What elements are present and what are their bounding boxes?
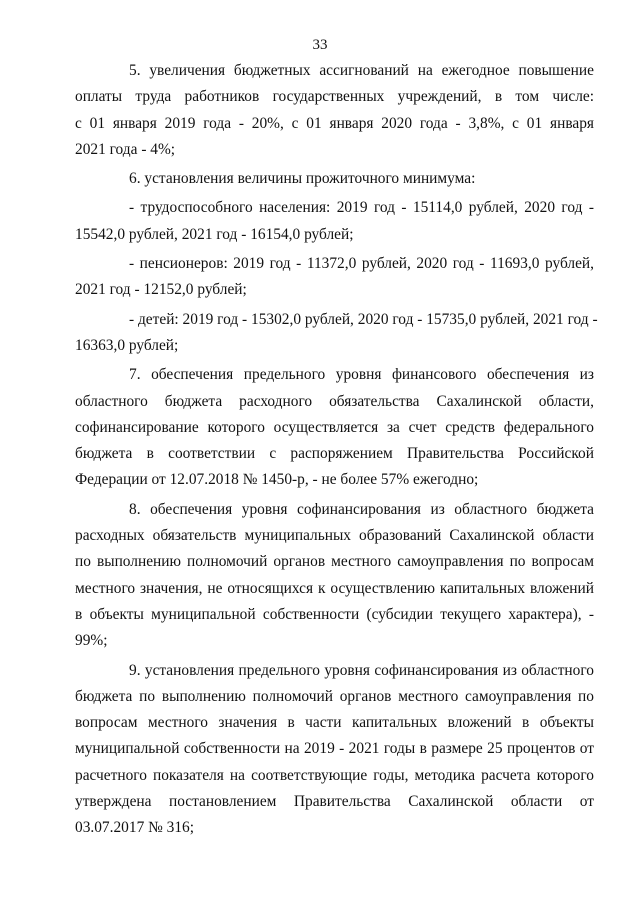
paragraph (75, 58, 594, 163)
text-line: вопросам местного значения в части капитальных вложений в объекты (75, 714, 594, 732)
text-line: - детей: 2019 год - 15302,0 рублей, 2020 год - 15735,0 рублей, 2021 год - (129, 310, 598, 328)
text-line: расходных обязательств муниципальных образований Сахалинской области (75, 527, 594, 545)
text-line: 2021 год - 12152,0 рублей; (75, 281, 247, 299)
text-line: 03.07.2017 № 316; (75, 819, 194, 837)
text-line: 15542,0 рублей, 2021 год - 16154,0 рублей; (75, 225, 354, 243)
paragraph (75, 307, 598, 360)
text-line: местного значения, не относящихся к осуществлению капитальных вложений (75, 579, 594, 597)
text-line: 8. обеспечения уровня софинансирования из областного бюджета (129, 500, 594, 518)
paragraph (75, 497, 594, 655)
text-line: 2021 года - 4%; (75, 140, 176, 158)
text-line: расчетного показателя на соответствующие годы, методика расчета которого (75, 766, 594, 784)
text-line: - пенсионеров: 2019 год - 11372,0 рублей, 2020 год - 11693,0 рублей, (129, 255, 594, 273)
text-line: 7. обеспечения предельного уровня финансового обеспечения из (129, 366, 594, 384)
text-line: 9. установления предельного уровня софинансирования из областного (129, 661, 594, 679)
text-line: по выполнению полномочий органов местного самоуправления по вопросам (75, 553, 594, 571)
paragraph (75, 251, 594, 304)
text-line: 5. увеличения бюджетных ассигнований на ежегодное повышение (129, 62, 594, 79)
text-line: Федерации от 12.07.2018 № 1450-р, - не более 57% ежегодно; (75, 471, 479, 489)
text-line: 16363,0 рублей; (75, 336, 179, 354)
text-line: софинансирование которого осуществляется за счет средств федерального (75, 418, 594, 436)
paragraph (75, 195, 594, 248)
text-line: - трудоспособного населения: 2019 год - 15114,0 рублей, 2020 год - (129, 199, 594, 217)
text-line: утверждена постановлением Правительства Сахалинской области от (75, 793, 594, 811)
text-line: в объекты муниципальной собственности (субсидии текущего характера), - (75, 605, 594, 623)
paragraph (75, 166, 594, 192)
paragraph (75, 362, 594, 493)
text-line: бюджета по выполнению полномочий органов местного самоуправления по (75, 687, 594, 705)
text-line: 99%; (75, 632, 108, 650)
paragraph (75, 658, 594, 842)
text-line: бюджета в соответствии с распоряжением Правительства Российской (75, 445, 594, 463)
page-number: 33 (312, 37, 328, 53)
text-line: оплаты труда работников государственных учреждений, в том числе: (75, 88, 594, 106)
text-line: муниципальной собственности на 2019 - 2021 годы в размере 25 процентов от (75, 740, 594, 758)
text-line: 6. установления величины прожиточного минимума: (129, 170, 476, 188)
document-body (75, 58, 598, 842)
text-line: с 01 января 2019 года - 20%, с 01 января 2020 года - 3,8%, с 01 января (75, 114, 594, 132)
text-line: областного бюджета расходного обязательства Сахалинской области, (75, 392, 594, 410)
